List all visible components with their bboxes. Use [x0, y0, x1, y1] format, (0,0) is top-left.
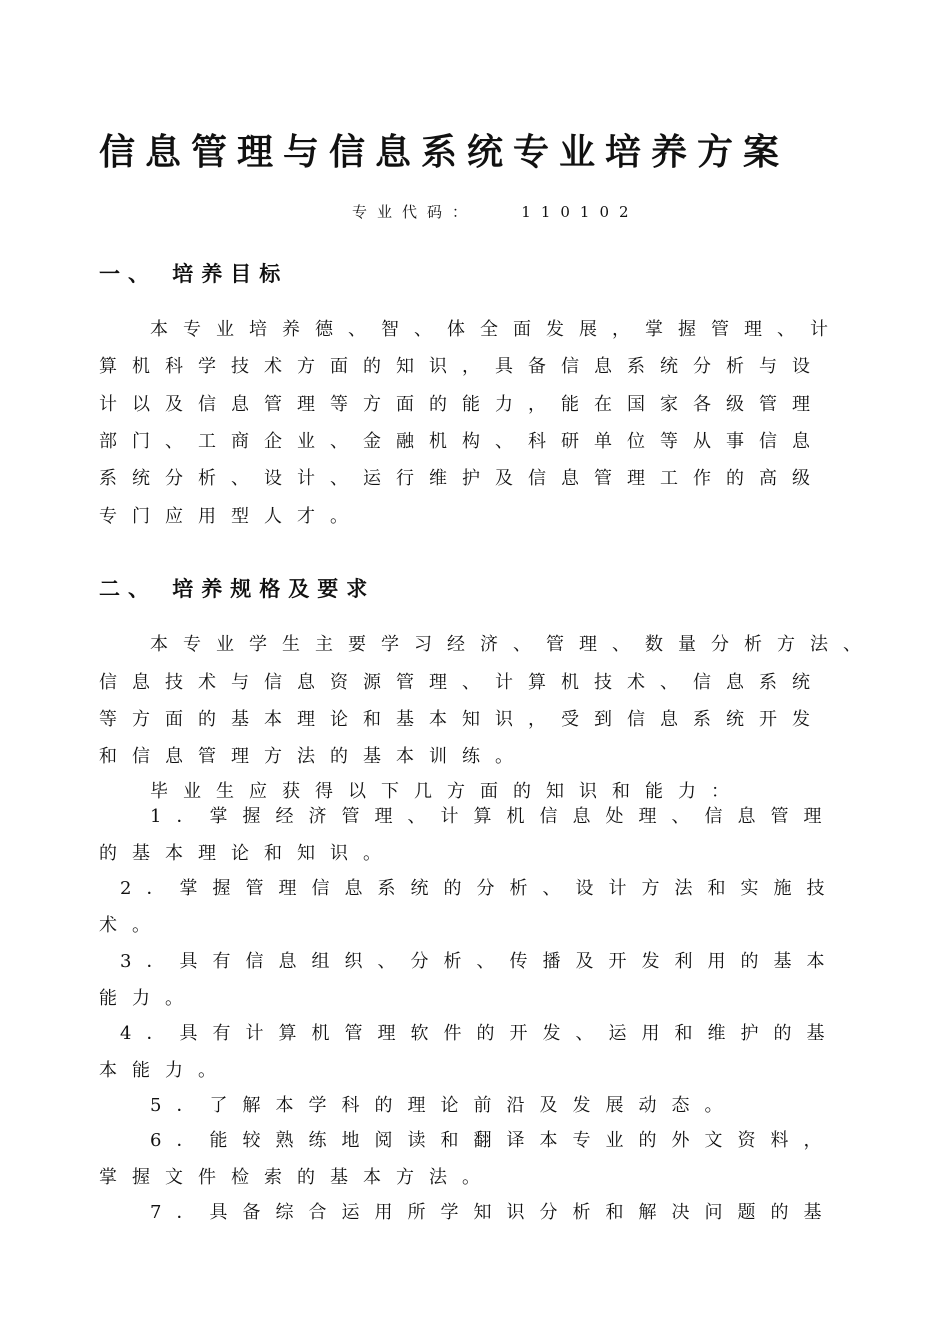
list-item-continuation: 术。	[99, 915, 165, 936]
list-item: 3．具有信息组织、分析、传播及开发利用的基本	[120, 951, 840, 972]
paragraph-line: 和信息管理方法的基本训练。	[99, 746, 528, 767]
paragraph-line: 算机科学技术方面的知识，具备信息系统分析与设	[99, 356, 825, 377]
paragraph-line: 专门应用型人才。	[99, 506, 363, 527]
paragraph-line: 本专业学生主要学习经济、管理、数量分析方法、	[150, 634, 876, 655]
paragraph-line: 计以及信息管理等方面的能力，能在国家各级管理	[99, 394, 825, 415]
list-item: 2．掌握管理信息系统的分析、设计方法和实施技	[120, 878, 840, 899]
section-heading-requirements: 二、 培养规格及要求	[99, 576, 376, 601]
list-item-continuation: 能力。	[99, 988, 198, 1009]
list-item-continuation: 掌握文件检索的基本方法。	[99, 1167, 495, 1188]
paragraph-line: 系统分析、设计、运行维护及信息管理工作的高级	[99, 468, 825, 489]
paragraph-line: 毕业生应获得以下几方面的知识和能力：	[150, 781, 744, 802]
list-item: 4．具有计算机管理软件的开发、运用和维护的基	[120, 1023, 840, 1044]
list-item: 1．掌握经济管理、计算机信息处理、信息管理	[150, 806, 837, 827]
list-item: 5．了解本学科的理论前沿及发展动态。	[150, 1095, 738, 1116]
major-code: 专业代码： 110102	[352, 203, 639, 221]
paragraph-line: 本专业培养德、智、体全面发展，掌握管理、计	[150, 319, 843, 340]
list-item: 6．能较熟练地阅读和翻译本专业的外文资料，	[150, 1130, 837, 1151]
list-item: 7．具备综合运用所学知识分析和解决问题的基	[150, 1202, 837, 1223]
list-item-continuation: 本能力。	[99, 1060, 231, 1081]
paragraph-line: 部门、工商企业、金融机构、科研单位等从事信息	[99, 431, 825, 452]
document-title: 信息管理与信息系统专业培养方案	[99, 131, 790, 173]
paragraph-line: 等方面的基本理论和基本知识，受到信息系统开发	[99, 709, 825, 730]
paragraph-line: 信息技术与信息资源管理、计算机技术、信息系统	[99, 672, 825, 693]
list-item-continuation: 的基本理论和知识。	[99, 843, 396, 864]
section-heading-goals: 一、 培养目标	[99, 261, 289, 286]
